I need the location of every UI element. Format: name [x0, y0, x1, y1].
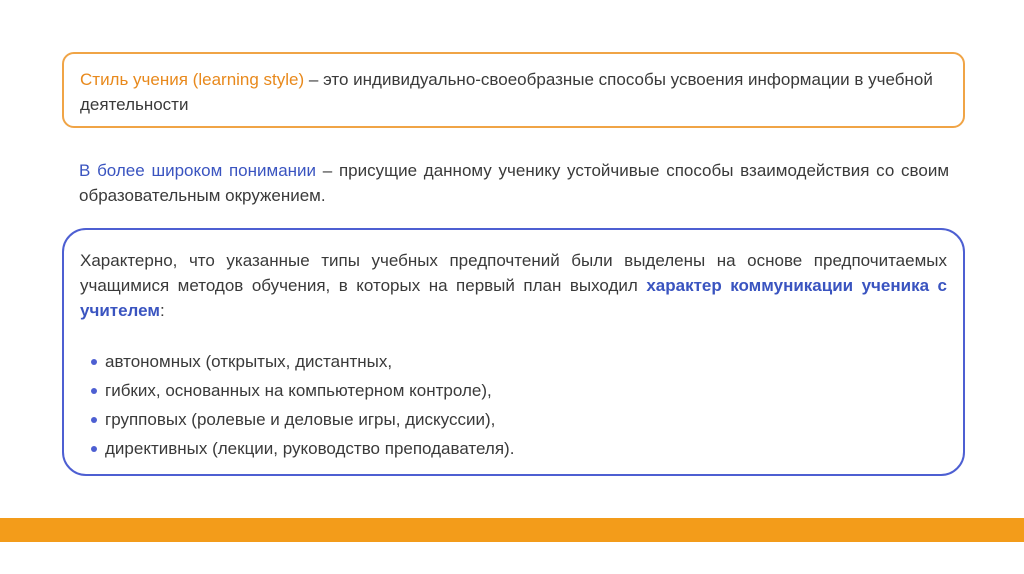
list-item-text: директивных (лекции, руководство преподавателя). — [105, 439, 515, 458]
list-item — [91, 376, 947, 405]
list-item-text: групповых (ролевые и деловые игры, дискуссии), — [105, 410, 496, 429]
learning-types-box — [62, 228, 965, 476]
learning-types-intro — [80, 248, 947, 323]
footer-bar — [0, 518, 1024, 542]
learning-types-list — [80, 347, 947, 463]
list-item — [91, 405, 947, 434]
list-item-text: автономных (открытых, дистантных, — [105, 352, 393, 371]
bullet-icon — [91, 446, 97, 452]
broad-definition-text: – присущие данному ученику устойчивые способы взаимодействия со своим образовательным окружением. — [79, 161, 950, 205]
broad-definition-lead: В более широком понимании — [79, 161, 317, 180]
broad-definition — [79, 158, 949, 208]
list-item — [91, 434, 947, 463]
list-item — [91, 347, 947, 376]
intro-colon: : — [159, 301, 165, 320]
definition-box — [62, 52, 965, 128]
bullet-icon — [91, 417, 97, 423]
bullet-icon — [91, 359, 97, 365]
intro-text: Характерно, что указанные типы учебных предпочтений были выделены на основе предпочитаемых учащимися методов обучения, в которых на первый план выходил — [80, 251, 947, 295]
bullet-icon — [91, 388, 97, 394]
definition-text: – это индивидуально-своеобразные способы усвоения информации в учебной деятельности — [80, 70, 933, 114]
list-item-text: гибких, основанных на компьютерном контроле), — [105, 381, 492, 400]
definition-term: Стиль учения (learning style) — [80, 70, 305, 89]
intro-highlight: характер коммуникации ученика с учителем — [80, 276, 947, 320]
